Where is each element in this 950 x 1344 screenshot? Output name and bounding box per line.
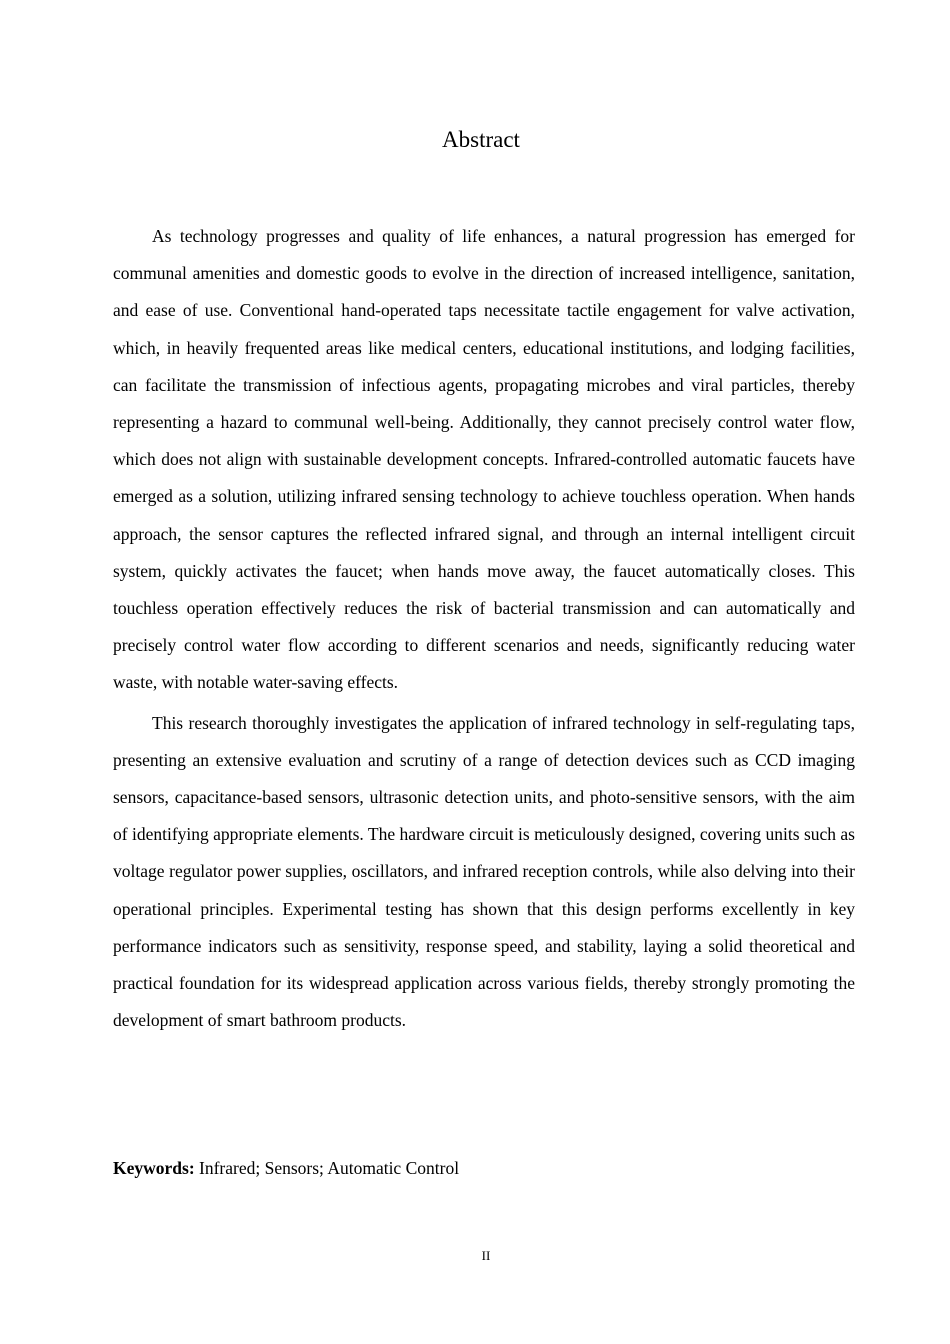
- keywords-value: Infrared; Sensors; Automatic Control: [194, 1158, 460, 1178]
- abstract-paragraph-2: This research thoroughly investigates the application of infrared technology in self-regulating taps, presenting an extensive evaluation and scrutiny of a range of detection devices such as CCD imaging sensors, capacitance-based sensors, ultrasonic detection units, and photo-sensitive sensors, with the aim of identifying appropriate elements. The hardware circuit is meticulously designed, covering units such as voltage regulator power supplies, oscillators, and infrared reception controls, while also delving into their operational principles. Experimental testing has shown that this design performs excellently in key performance indicators such as sensitivity, response speed, and stability, laying a solid theoretical and practical foundation for its widespread application across various fields, thereby strongly promoting the development of smart bathroom products.: [113, 712, 855, 1031]
- abstract-body: [113, 218, 855, 1039]
- abstract-title: Abstract: [442, 127, 520, 152]
- page-number: II: [481, 1248, 491, 1263]
- keywords-label: Keywords:: [113, 1158, 195, 1178]
- abstract-paragraph-1: As technology progresses and quality of life enhances, a natural progression has emerged for communal amenities and domestic goods to evolve in the direction of increased intelligence, sanitation, and ease of use. Conventional hand-operated taps necessitate tactile engagement for valve activation, which, in heavily frequented areas like medical centers, educational institutions, and lodging facilities, can facilitate the transmission of infectious agents, propagating microbes and viral particles, thereby representing a hazard to communal well-being. Additionally, they cannot precisely control water flow, which does not align with sustainable development concepts. Infrared-controlled automatic faucets have emerged as a solution, utilizing infrared sensing technology to achieve touchless operation. When hands approach, the sensor captures the reflected infrared signal, and through an internal intelligent circuit system, quickly activates the faucet; when hands move away, the faucet automatically closes. This touchless operation effectively reduces the risk of bacterial transmission and can automatically and precisely control water flow according to different scenarios and needs, significantly reducing water waste, with notable water-saving effects.: [113, 226, 855, 693]
- keywords-line: [113, 1152, 855, 1184]
